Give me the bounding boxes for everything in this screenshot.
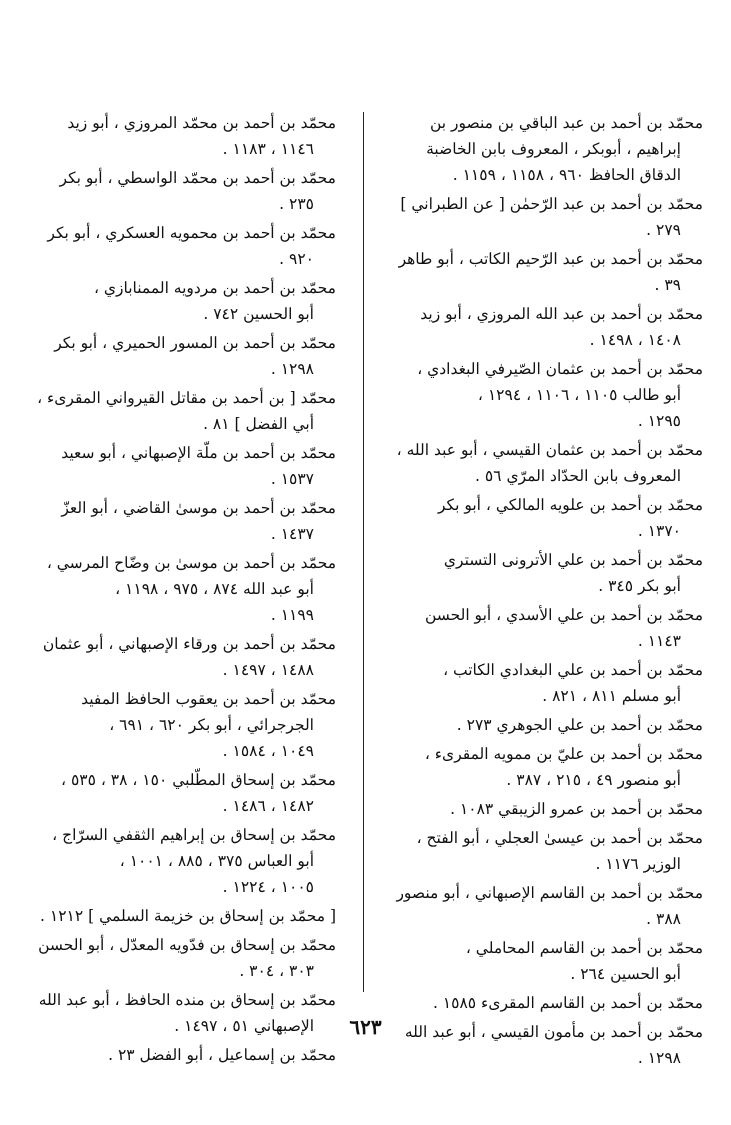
entry-line: إبراهيم ، أبوبكر ، المعروف بابن الخاضبة	[426, 140, 681, 158]
index-column-right	[383, 110, 703, 1074]
entry-line: أبو الحسين ٢٦٤ .	[570, 965, 681, 983]
entry-line: ١٤٠٨ ، ١٤٩٨ .	[589, 331, 681, 349]
index-entry	[383, 191, 703, 243]
index-entry	[14, 385, 336, 437]
entry-line: أبو عبد الله ٨٧٤ ، ٩٧٥ ، ١١٩٨ ،	[115, 580, 314, 598]
entry-line: ١٤٣٧ .	[270, 525, 314, 543]
entry-line: أبو الحسين ٧٤٢ .	[203, 305, 314, 323]
entry-line: أبو مسلم ٨١١ ، ٨٢١ .	[542, 687, 681, 705]
index-entry	[14, 631, 336, 683]
entry-line: ١٢٩٨ .	[637, 1049, 681, 1067]
index-entry	[383, 741, 703, 793]
entry-line: محمّد بن أحمد بن موسىٰ بن وضّاح المرسي ،	[46, 554, 336, 572]
index-entry	[14, 275, 336, 327]
entry-line: محمّد بن إسحاق بن إبراهيم الثقفي السرّاج ،	[52, 826, 336, 844]
index-entry	[14, 822, 336, 900]
entry-line: محمّد بن أحمد بن عمرو الزيبقي ١٠٨٣ .	[450, 800, 703, 818]
index-entry	[383, 246, 703, 298]
entry-line: الدقاق الحافظ ٩٦٠ ، ١١٥٨ ، ١١٥٩ .	[452, 166, 681, 184]
entry-line: محمّد بن أحمد بن عليّ بن ممويه المقرىء ،	[424, 745, 703, 763]
index-entry	[383, 796, 703, 822]
entry-line: محمّد بن أحمد بن عبد الباقي بن منصور بن	[430, 114, 703, 132]
entry-line: الوزير ١١٧٦ .	[595, 855, 681, 873]
entry-line: ٩٢٠ .	[279, 250, 314, 268]
index-entry	[14, 1042, 336, 1068]
index-entry	[14, 165, 336, 217]
entry-line: محمّد بن أحمد بن موسىٰ القاضي ، أبو العزّ	[61, 499, 336, 517]
page-number: ٦٢٣	[349, 1015, 382, 1039]
entry-line: ٣٩ .	[654, 276, 681, 294]
entry-line: محمّد بن أحمد بن عبد الرّحيم الكاتب ، أبو طاهر	[398, 250, 703, 268]
entry-line: محمّد بن أحمد بن المسور الحميري ، أبو بكر	[54, 334, 336, 352]
entry-line: محمّد بن أحمد بن عثمان القيسي ، أبو عبد الله ،	[396, 441, 703, 459]
entry-line: محمّد بن إسحاق بن فدّويه المعدّل ، أبو الحسن	[38, 936, 336, 954]
entry-line: محمّد بن أحمد بن علي الأترونى التستري	[443, 551, 703, 569]
entry-line: أبي الفضل ] ٨١ .	[203, 415, 314, 433]
entry-line: محمّد بن أحمد بن علي الأسدي ، أبو الحسن	[424, 606, 703, 624]
entry-line: محمّد بن أحمد بن القاسم الإصبهاني ، أبو منصور	[396, 884, 703, 902]
entry-line: ١٣٧٠ .	[637, 522, 681, 540]
entry-line: ١١٤٣ .	[637, 632, 681, 650]
entry-line: ١٢٩٥ .	[637, 412, 681, 430]
entry-line: محمّد بن أحمد بن عبد الرّحمٰن [ عن الطبراني ]	[400, 195, 703, 213]
index-entry	[383, 602, 703, 654]
entry-line: محمّد بن أحمد بن محمّد المروزي ، أبو زيد	[67, 114, 336, 132]
entry-line: محمّد بن أحمد بن علي البغدادي الكاتب ،	[443, 661, 703, 679]
index-entry	[383, 825, 703, 877]
index-entry	[383, 990, 703, 1016]
entry-line: الجرجرائي ، أبو بكر ٦٢٠ ، ٦٩١ ،	[109, 716, 314, 734]
index-entry	[383, 110, 703, 188]
entry-line: محمّد بن إسحاق بن منده الحافظ ، أبو عبد الله	[38, 991, 336, 1009]
index-entry	[14, 686, 336, 764]
entry-line: محمّد بن أحمد بن علويه المالكي ، أبو بكر	[437, 496, 703, 514]
index-entry	[14, 932, 336, 984]
index-entry	[383, 547, 703, 599]
index-entry	[14, 110, 336, 162]
index-entry	[14, 495, 336, 547]
index-entry	[14, 220, 336, 272]
entry-line: المعروف بابن الحدّاد المرّي ٥٦ .	[475, 467, 681, 485]
entry-line: ١١٤٦ ، ١١٨٣ .	[222, 140, 314, 158]
index-entry	[14, 767, 336, 819]
entry-line: محمّد بن أحمد بن القاسم المحاملي ،	[465, 939, 703, 957]
entry-line: محمّد بن أحمد بن عيسىٰ العجلي ، أبو الفتح ،	[416, 829, 703, 847]
index-entry	[383, 657, 703, 709]
index-entry	[383, 301, 703, 353]
entry-line: أبو طالب ١١٠٥ ، ١١٠٦ ، ١٢٩٤ ،	[477, 386, 681, 404]
entry-line: ١٤٨٨ ، ١٤٩٧ .	[222, 661, 314, 679]
entry-line: [ محمّد بن إسحاق بن خزيمة السلمي ] ١٢١٢ .	[40, 907, 336, 925]
index-entry	[383, 437, 703, 489]
entry-line: أبو العباس ٣٧٥ ، ٨٨٥ ، ١٠٠١ ،	[119, 852, 314, 870]
entry-line: محمّد بن إسحاق المطّلبي ١٥٠ ، ٣٨ ، ٥٣٥ ،	[61, 771, 336, 789]
entry-line: ١٥٣٧ .	[270, 470, 314, 488]
entry-line: محمّد بن أحمد بن عثمان الصّيرفي البغدادي ،	[417, 360, 703, 378]
entry-line: محمّد بن أحمد بن القاسم المقرىء ١٥٨٥ .	[432, 994, 703, 1012]
entry-line: محمّد بن أحمد بن علي الجوهري ٢٧٣ .	[456, 716, 703, 734]
entry-line: ١١٩٩ .	[270, 606, 314, 624]
entry-line: ١٠٤٩ ، ١٥٨٤ .	[222, 742, 314, 760]
entry-line: ٢٧٩ .	[646, 221, 681, 239]
index-entry	[14, 330, 336, 382]
column-divider	[363, 112, 364, 992]
index-entry	[383, 356, 703, 434]
entry-line: محمّد بن أحمد بن عبد الله المروزي ، أبو زيد	[420, 305, 703, 323]
entry-line: محمّد بن أحمد بن يعقوب الحافظ المفيد	[81, 690, 336, 708]
index-entry	[14, 550, 336, 628]
entry-line: أبو بكر ٣٤٥ .	[598, 577, 681, 595]
index-entry	[383, 880, 703, 932]
entry-line: محمّد بن أحمد بن مردويه الممنابازي ،	[93, 279, 336, 297]
entry-line: الإصبهاني ٥١ ، ١٤٩٧ .	[174, 1017, 314, 1035]
entry-line: ١٤٨٢ ، ١٤٨٦ .	[222, 797, 314, 815]
entry-line: محمّد [ بن أحمد بن مقاتل القيرواني المقرىء ،	[37, 389, 336, 407]
entry-line: ١٢٩٨ .	[270, 360, 314, 378]
entry-line: محمّد بن أحمد بن مأمون القيسي ، أبو عبد الله	[404, 1023, 703, 1041]
index-entry	[14, 440, 336, 492]
entry-line: أبو منصور ٤٩ ، ٢١٥ ، ٣٨٧ .	[506, 771, 681, 789]
entry-line: محمّد بن أحمد بن محمّد الواسطي ، أبو بكر	[59, 169, 336, 187]
index-entry	[383, 492, 703, 544]
entry-line: ١٠٠٥ ، ١٢٢٤ .	[222, 878, 314, 896]
entry-line: محمّد بن أحمد بن ملّة الإصبهاني ، أبو سعيد	[61, 444, 336, 462]
index-entry	[383, 712, 703, 738]
entry-line: محمّد بن أحمد بن ورقاء الإصبهاني ، أبو عثمان	[42, 635, 336, 653]
index-entry	[14, 903, 336, 929]
entry-line: محمّد بن إسماعيل ، أبو الفضل ٢٣ .	[108, 1046, 336, 1064]
entry-line: ٣٨٨ .	[646, 910, 681, 928]
entry-line: ٢٣٥ .	[279, 195, 314, 213]
index-column-left	[14, 110, 336, 1071]
index-entry	[383, 935, 703, 987]
entry-line: محمّد بن أحمد بن محمويه العسكري ، أبو بكر	[47, 224, 336, 242]
entry-line: ٣٠٣ ، ٣٠٤ .	[239, 962, 314, 980]
